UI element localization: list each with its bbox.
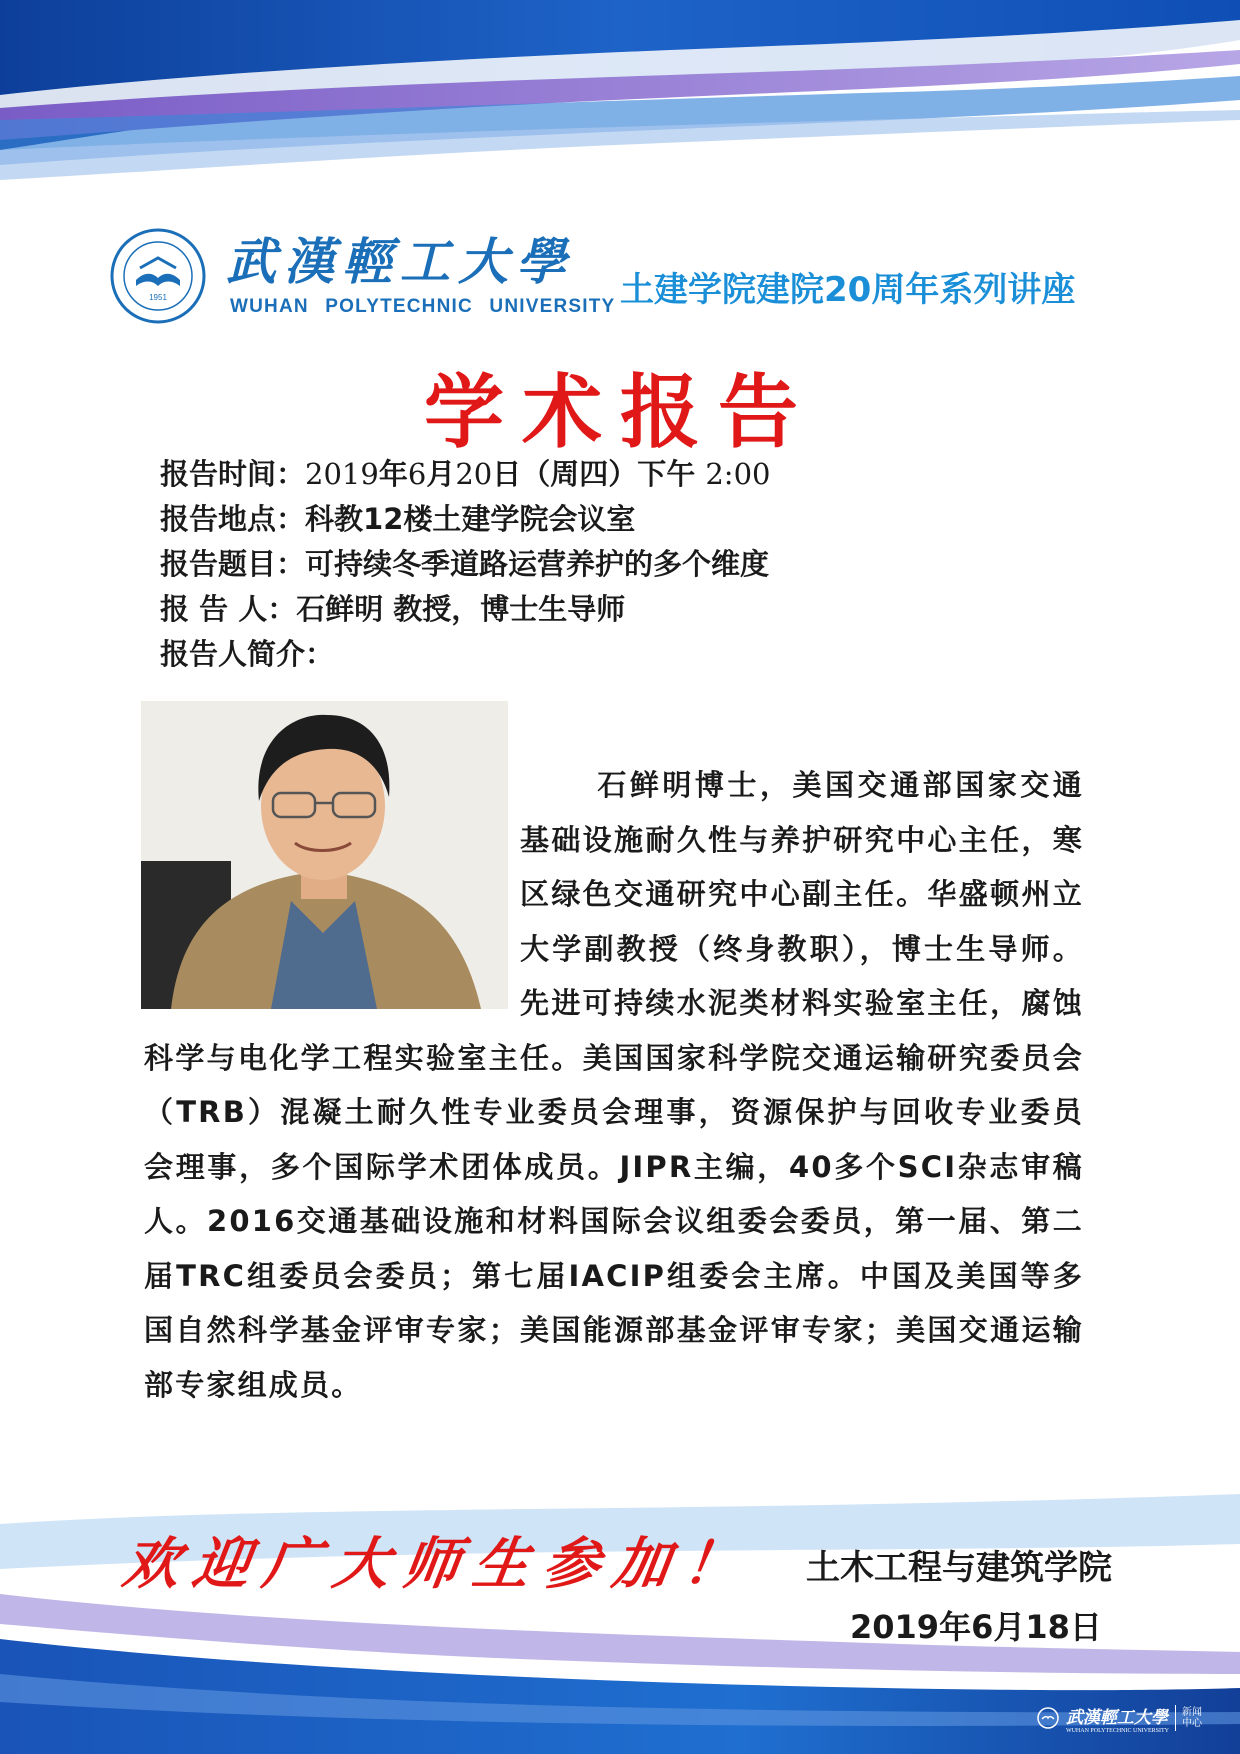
welcome-slogan: 欢迎广大师生参加！: [118, 1531, 759, 1597]
top-wave-decoration: [0, 0, 1240, 210]
watermark-news-center: 新闻中心: [1182, 1707, 1202, 1729]
main-title: 学术报告: [424, 365, 816, 459]
place-label: 报告地点：: [160, 502, 306, 536]
series-title: 土建学院建院20周年系列讲座: [620, 270, 1076, 310]
speaker-label: 报 告 人：: [160, 592, 297, 626]
info-row-time: [160, 452, 1120, 497]
info-row-bio-label: [160, 632, 1120, 677]
seal-year: 1951: [149, 293, 167, 302]
time-month: 6: [407, 457, 427, 491]
lecture-info: [160, 452, 1120, 677]
place-value: 科教12楼土建学院会议室: [305, 502, 636, 536]
topic-label: 报告题目：: [160, 547, 306, 581]
speaker-value: 石鲜明 教授，博士生导师: [296, 592, 626, 626]
watermark-divider: [1175, 1705, 1176, 1731]
topic-value: 可持续冬季道路运营养护的多个维度: [305, 547, 770, 581]
info-row-speaker: [160, 587, 1120, 632]
university-name-en: WUHAN POLYTECHNIC UNIVERSITY: [230, 296, 616, 317]
watermark-university-en: WUHAN POLYTECHNIC UNIVERSITY: [1065, 1727, 1169, 1734]
speaker-biography: [144, 758, 1084, 1412]
time-label: 报告时间：: [160, 457, 306, 491]
time-weekday: 日（周四）下午: [492, 457, 696, 491]
university-name-cn: 武漢輕工大學: [226, 232, 574, 291]
time-clock: 2:00: [705, 457, 771, 491]
organizer-name: 土木工程与建筑学院: [806, 1548, 1112, 1588]
info-row-place: [160, 497, 1120, 542]
news-center-watermark: [1036, 1700, 1204, 1736]
watermark-university-cn: 武漢輕工大學: [1065, 1707, 1168, 1728]
time-year: 2019: [305, 457, 379, 491]
bio-label: 报告人简介：: [160, 637, 335, 671]
time-year-suffix: 年: [378, 457, 408, 491]
seal-icon: [1036, 1706, 1060, 1730]
time-day: 20: [455, 457, 493, 491]
issue-date: 2019年6月18日: [850, 1608, 1102, 1646]
university-seal-logo: [110, 228, 206, 324]
photo-space: [144, 754, 520, 994]
info-row-topic: [160, 542, 1120, 587]
time-month-suffix: 月: [426, 457, 456, 491]
biography-text: 石鲜明博士，美国交通部国家交通基础设施耐久性与养护研究中心主任，寒区绿色交通研究中心副主任。华盛顿州立大学副教授（终身教职），博士生导师。先进可持续水泥类材料实验室主任，腐蚀科学与电化学工程实验室主任。美国国家科学院交通运输研究委员会（TRB）混凝土耐久性专业委员会理事，资源保护与回收专业委员会理事，多个国际学术团体成员。JIPR主编，40多个SCI杂志审稿人。2016交通基础设施和材料国际会议组委会委员，第一届、第二届TRC组委员会委员；第七届IACIP组委会主席。中国及美国等多国自然科学基金评审专家；美国能源部基金评审专家；美国交通运输部专家组成员。: [144, 768, 1084, 1402]
